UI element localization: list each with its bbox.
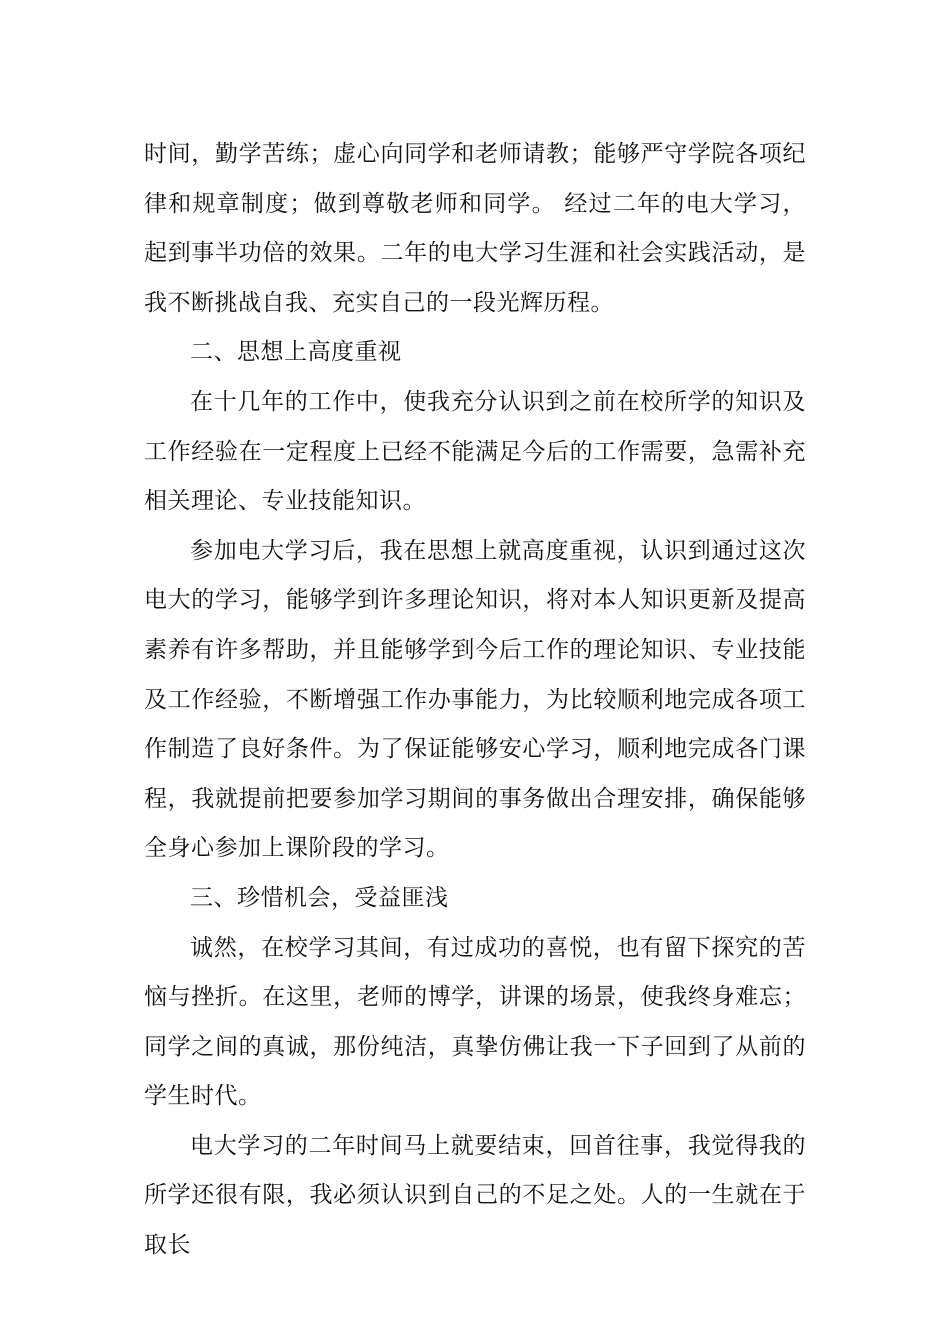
paragraph: 诚然，在校学习其间，有过成功的喜悦，也有留下探究的苦恼与挫折。在这里，老师的博学，讲课的场景，使我终身难忘；同学之间的真诚，那份纯洁，真挚仿佛让我一下子回到了从前的学生时代。 (144, 934, 806, 1110)
paragraph: 参加电大学习后，我在思想上就高度重视，认识到通过这次电大的学习，能够学到许多理论知识，将对本人知识更新及提高素养有许多帮助，并且能够学到今后工作的理论知识、专业技能及工作经验，不断增强工作办事能力，为比较顺利地完成各项工作制造了良好条件。为了保证能够安心学习，顺利地完成各门课程，我就提前把要参加学习期间的事务做出合理安排，确保能够全身心参加上课阶段的学习。 (144, 537, 806, 862)
section-heading-3: 三、珍惜机会，受益匪浅 (190, 884, 449, 911)
paragraph: 电大学习的二年时间马上就要结束，回首往事，我觉得我的所学还很有限，我必须认识到自己的不足之处。人的一生就在于取长 (144, 1132, 806, 1259)
document-body (144, 130, 806, 1271)
section-heading-2: 二、思想上高度重视 (190, 339, 402, 366)
paragraph-continued: 时间，勤学苦练；虚心向同学和老师请教；能够严守学院各项纪律和规章制度；做到尊敬老师和同学。 经过二年的电大学习，起到事半功倍的效果。二年的电大学习生涯和社会实践活动，是我不断挑战自我、充实自己的一段光辉历程。 (144, 141, 806, 316)
paragraph: 在十几年的工作中，使我充分认识到之前在校所学的知识及工作经验在一定程度上已经不能满足今后的工作需要，急需补充相关理论、专业技能知识。 (144, 388, 806, 515)
